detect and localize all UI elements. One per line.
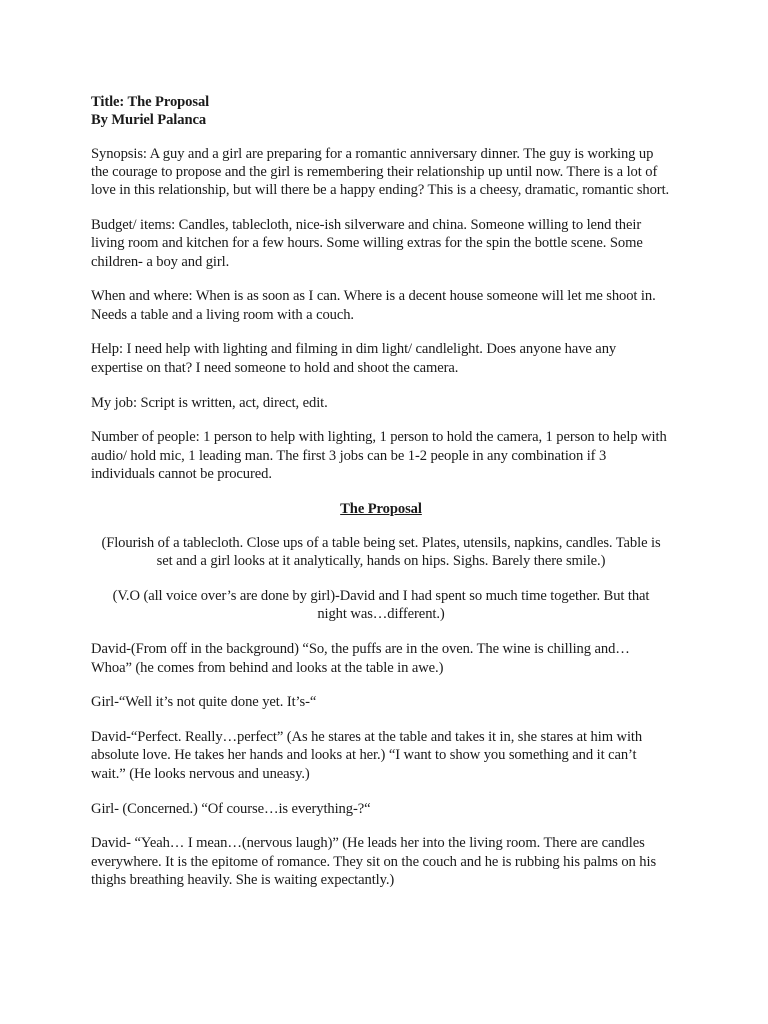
script-stage-direction: (V.O (all voice over’s are done by girl)-David and I had spent so much time together. But that night was…different.) xyxy=(112,588,650,623)
when-where-paragraph: When and where: When is as soon as I can. Where is a decent house someone will let me shoot in. Needs a table and a living room with a couch. xyxy=(91,288,656,323)
script-dialogue-line: David- “Yeah… I mean…(nervous laugh)” (He leads her into the living room. There are candles everywhere. It is the epitome of romance. They sit on the couch and he is rubbing his palms on his thighs breathing heavily. She is waiting expectantly.) xyxy=(91,835,657,888)
budget-paragraph: Budget/ items: Candles, tablecloth, nice-ish silverware and china. Someone willing to lend their living room and kitchen for a few hours. Some willing extras for the spin the bottle scene. Some children- a boy and girl. xyxy=(91,216,643,270)
document-page xyxy=(91,93,671,906)
help-paragraph: Help: I need help with lighting and filming in dim light/ candlelight. Does anyone have any expertise on that? I need someone to hold and shoot the camera. xyxy=(91,341,617,376)
script-heading: The Proposal xyxy=(340,500,422,517)
my-job-paragraph: My job: Script is written, act, direct, edit. xyxy=(91,394,328,411)
document-title: Title: The Proposal xyxy=(91,94,210,110)
number-of-people-paragraph: Number of people: 1 person to help with lighting, 1 person to hold the camera, 1 person to help with audio/ hold mic, 1 leading man. The first 3 jobs can be 1-2 people in any combination if 3 individuals cannot be procured. xyxy=(91,429,667,482)
script-dialogue-line: David-“Perfect. Really…perfect” (As he stares at the table and takes it in, she stares at him with absolute love. He takes her hands and looks at her.) “I want to show you something and it can’t wait.” (He looks nervous and uneasy.) xyxy=(91,729,643,782)
script-dialogue-line: Girl- (Concerned.) “Of course…is everything-?“ xyxy=(91,800,371,817)
script-dialogue-line: Girl-“Well it’s not quite done yet. It’s-“ xyxy=(91,694,317,711)
document-byline: By Muriel Palanca xyxy=(91,112,207,129)
script-dialogue-line: David-(From off in the background) “So, the puffs are in the oven. The wine is chilling and… Whoa” (he comes from behind and looks at the table in awe.) xyxy=(91,641,630,676)
synopsis-paragraph: Synopsis: A guy and a girl are preparing for a romantic anniversary dinner. The guy is working up the courage to propose and the girl is remembering their relationship up until now. There is a lot of love in this relationship, but will there be a happy ending? This is a cheesy, dramatic, romantic short. xyxy=(91,145,670,199)
script-stage-direction: (Flourish of a tablecloth. Close ups of a table being set. Plates, utensils, napkins, candles. Table is set and a girl looks at it analytically, hands on hips. Sighs. Barely there smile.) xyxy=(101,535,661,570)
